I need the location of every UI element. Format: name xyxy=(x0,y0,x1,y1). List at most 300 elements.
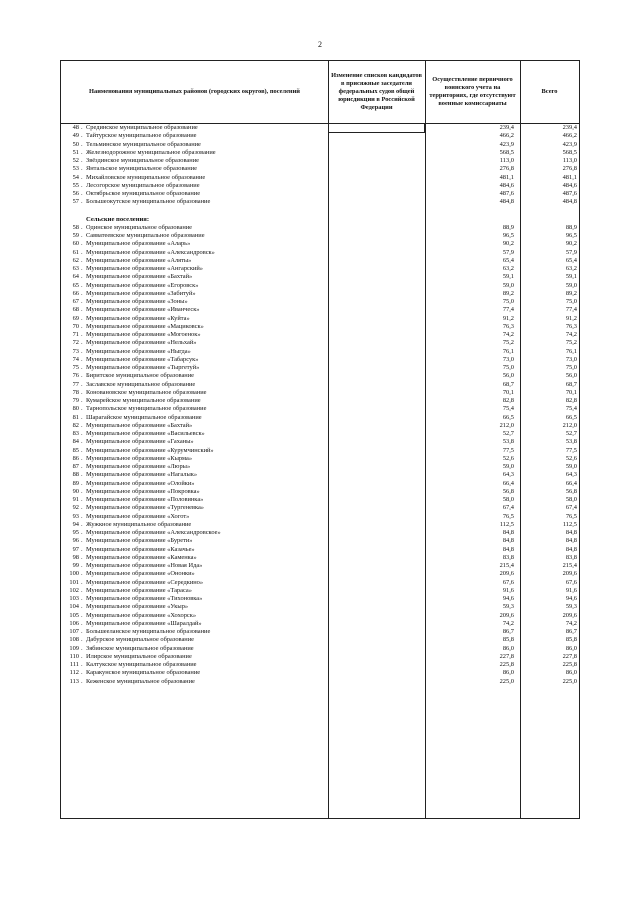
table-row xyxy=(61,546,581,554)
row-military-value: 59,0 xyxy=(502,463,514,470)
row-number: 93 xyxy=(72,512,79,520)
row-total-value: 90,2 xyxy=(565,240,577,248)
row-number: 111 xyxy=(69,661,79,668)
row-dot: . xyxy=(81,198,83,206)
row-name: Муниципальное образование «Гаханы» xyxy=(86,438,194,446)
row-dot: . xyxy=(81,157,83,164)
row-dot: . xyxy=(81,421,83,429)
row-number: 109 xyxy=(69,644,79,652)
row-number: 83 xyxy=(72,430,79,437)
row-total-value: 96,5 xyxy=(565,232,577,239)
row-military-value: 487,6 xyxy=(499,190,514,197)
row-military-value: 53,8 xyxy=(502,438,514,446)
row-name: Муниципальное образование «Могоенок» xyxy=(86,331,201,338)
row-name: Зябинское муниципальное образование xyxy=(86,644,194,652)
row-number: 110 xyxy=(69,652,79,660)
table-row xyxy=(61,521,581,529)
row-total-value: 209,6 xyxy=(562,611,577,619)
row-name: Михайловское муниципальное образование xyxy=(86,173,206,181)
row-dot: . xyxy=(81,652,83,660)
row-military-value: 84,8 xyxy=(502,529,514,536)
row-military-value: 94,6 xyxy=(502,595,514,602)
row-total-value: 225,0 xyxy=(562,677,577,685)
table-row xyxy=(61,348,581,356)
row-name: Муниципальное образование «Покровка» xyxy=(86,487,200,495)
row-number: 60 xyxy=(72,240,79,248)
row-name: Муниципальное образование «Тургеневка» xyxy=(86,504,205,512)
row-total-value: 77,5 xyxy=(565,446,577,454)
table-row xyxy=(61,513,581,521)
row-military-value: 75,0 xyxy=(502,364,514,371)
row-military-value: 239,4 xyxy=(499,124,514,131)
row-dot: . xyxy=(81,132,83,140)
row-dot: . xyxy=(81,281,83,289)
table-row xyxy=(61,182,581,190)
row-dot: . xyxy=(81,190,83,197)
row-number: 57 xyxy=(72,198,79,206)
row-number: 73 xyxy=(72,347,79,355)
row-dot: . xyxy=(81,339,83,347)
table-row xyxy=(61,265,581,273)
table-row xyxy=(61,669,581,677)
row-number: 51 xyxy=(72,148,79,156)
row-total-value: 85,8 xyxy=(565,636,577,644)
row-number: 90 xyxy=(72,487,79,495)
row-military-value: 423,9 xyxy=(499,140,514,148)
row-total-value: 112,5 xyxy=(562,520,577,528)
row-number: 104 xyxy=(69,603,79,611)
table-row xyxy=(61,430,581,438)
row-military-value: 77,5 xyxy=(502,446,514,454)
table-row xyxy=(61,661,581,669)
row-number: 58 xyxy=(72,223,79,231)
row-total-value: 84,8 xyxy=(565,529,577,536)
row-dot: . xyxy=(81,644,83,652)
row-number: 97 xyxy=(72,545,79,553)
row-name: Муниципальное образование «Мациковск» xyxy=(86,322,204,330)
row-dot: . xyxy=(81,256,83,264)
table-row xyxy=(61,570,581,578)
row-name: Муниципальное образование «Аларь» xyxy=(86,240,191,248)
row-number: 62 xyxy=(72,256,79,264)
row-military-value: 75,0 xyxy=(502,298,514,305)
row-number: 107 xyxy=(69,628,79,635)
row-number: 86 xyxy=(72,454,79,462)
table-row xyxy=(61,339,581,347)
row-military-value: 212,0 xyxy=(499,421,514,429)
row-military-value: 112,5 xyxy=(499,520,514,528)
row-military-value: 68,7 xyxy=(502,380,514,388)
row-number: 85 xyxy=(72,446,79,454)
row-number: 74 xyxy=(72,355,79,363)
row-name: Муниципальное образование «Зоны» xyxy=(86,298,188,305)
row-total-value: 76,5 xyxy=(565,512,577,520)
row-name: Тайтурское муниципальное образование xyxy=(86,132,197,140)
row-total-value: 70,1 xyxy=(565,388,577,396)
table-row xyxy=(61,636,581,644)
row-dot: . xyxy=(81,578,83,586)
row-name: Лесогорское муниципальное образование xyxy=(86,181,200,189)
row-name: Муниципальное образование «Хохорск» xyxy=(86,611,197,619)
row-total-value: 568,5 xyxy=(562,148,577,156)
row-dot: . xyxy=(81,273,83,281)
row-dot: . xyxy=(81,570,83,578)
row-dot: . xyxy=(81,240,83,248)
row-name: Муниципальное образование «Тыргетуй» xyxy=(86,364,200,371)
rural-rows xyxy=(61,224,581,686)
row-military-value: 67,4 xyxy=(502,504,514,512)
row-name: Муниципальное образование «Табарсук» xyxy=(86,355,199,363)
table-row xyxy=(61,414,581,422)
table-row xyxy=(61,141,581,149)
table-row xyxy=(61,562,581,570)
row-name: Илирское муниципальное образование xyxy=(86,652,192,660)
row-dot: . xyxy=(81,446,83,454)
row-number: 48 xyxy=(72,124,79,131)
row-military-value: 64,3 xyxy=(502,471,514,479)
row-military-value: 83,8 xyxy=(502,553,514,561)
row-military-value: 90,2 xyxy=(502,240,514,248)
row-number: 72 xyxy=(72,339,79,347)
row-name: Муниципальное образование «Ононки» xyxy=(86,570,195,578)
table-row xyxy=(61,282,581,290)
row-total-value: 59,0 xyxy=(565,463,577,470)
row-total-value: 225,8 xyxy=(562,661,577,668)
row-military-value: 209,6 xyxy=(499,570,514,578)
row-name: Одинское муниципальное образование xyxy=(86,223,193,231)
row-name: Муниципальное образование «Каменка» xyxy=(86,553,197,561)
row-name: Муниципальное образование «Казачье» xyxy=(86,545,195,553)
table-row xyxy=(61,381,581,389)
row-dot: . xyxy=(81,232,83,239)
row-total-value: 52,7 xyxy=(565,430,577,437)
row-military-value: 96,5 xyxy=(502,232,514,239)
table-row xyxy=(61,537,581,545)
row-number: 106 xyxy=(69,619,79,627)
row-military-value: 66,4 xyxy=(502,479,514,487)
row-number: 88 xyxy=(72,471,79,479)
page-number: 2 xyxy=(318,40,322,49)
row-total-value: 59,0 xyxy=(565,281,577,289)
row-dot: . xyxy=(81,314,83,322)
section-title: Сельские поселения: xyxy=(86,215,150,223)
table-row xyxy=(61,438,581,446)
row-total-value: 466,2 xyxy=(562,132,577,140)
row-dot: . xyxy=(81,512,83,520)
row-military-value: 52,7 xyxy=(502,430,514,437)
row-name: Муниципальное образование «Укыр» xyxy=(86,603,189,611)
table-row xyxy=(61,157,581,165)
row-name: Савватеевское муниципальное образование xyxy=(86,232,205,239)
row-total-value: 66,5 xyxy=(565,413,577,421)
row-military-value: 77,4 xyxy=(502,306,514,314)
row-number: 50 xyxy=(72,140,79,148)
table-row xyxy=(61,653,581,661)
row-total-value: 481,1 xyxy=(562,173,577,181)
row-name: Большееланское муниципальное образование xyxy=(86,628,211,635)
table-row xyxy=(61,298,581,306)
urban-rows xyxy=(61,124,581,207)
row-number: 67 xyxy=(72,298,79,305)
row-dot: . xyxy=(81,364,83,371)
row-total-value: 487,6 xyxy=(562,190,577,197)
row-dot: . xyxy=(81,454,83,462)
row-total-value: 58,0 xyxy=(565,496,577,503)
row-total-value: 52,6 xyxy=(565,454,577,462)
row-number: 64 xyxy=(72,273,79,281)
row-total-value: 209,6 xyxy=(562,570,577,578)
row-name: Муниципальное образование «Шаралдай» xyxy=(86,619,202,627)
row-military-value: 86,7 xyxy=(502,628,514,635)
row-name: Муниципальное образование «Хогот» xyxy=(86,512,190,520)
row-name: Муниципальное образование «Нельхай» xyxy=(86,339,197,347)
row-number: 61 xyxy=(72,248,79,256)
row-name: Муниципальное образование «Курумчинский» xyxy=(86,446,214,454)
table-row xyxy=(61,232,581,240)
row-dot: . xyxy=(81,388,83,396)
row-total-value: 276,8 xyxy=(562,165,577,173)
table-row xyxy=(61,447,581,455)
row-military-value: 484,8 xyxy=(499,198,514,206)
row-number: 102 xyxy=(69,586,79,594)
row-dot: . xyxy=(81,611,83,619)
row-name: Кеженское муниципальное образование xyxy=(86,677,195,685)
row-number: 70 xyxy=(72,322,79,330)
row-dot: . xyxy=(81,669,83,677)
row-name: Коновановское муниципальное образование xyxy=(86,388,207,396)
row-military-value: 91,2 xyxy=(502,314,514,322)
row-name: Муниципальное образование «Бахтай» xyxy=(86,421,193,429)
row-total-value: 91,6 xyxy=(565,586,577,594)
row-total-value: 59,3 xyxy=(565,603,577,611)
row-dot: . xyxy=(81,306,83,314)
table-row xyxy=(61,240,581,248)
row-total-value: 64,3 xyxy=(565,471,577,479)
row-number: 100 xyxy=(69,570,79,578)
row-number: 82 xyxy=(72,421,79,429)
row-number: 77 xyxy=(72,380,79,388)
row-total-value: 53,8 xyxy=(565,438,577,446)
row-name: Муниципальное образование «Нагалык» xyxy=(86,471,198,479)
header-jurors: Изменение списков кандидатов в присяжные заседатели федеральных судов общей юрисдикции в Российской Федерации xyxy=(331,72,422,111)
table-row xyxy=(61,504,581,512)
row-total-value: 74,2 xyxy=(565,619,577,627)
row-dot: . xyxy=(81,553,83,561)
row-military-value: 84,8 xyxy=(502,545,514,553)
row-total-value: 113,0 xyxy=(562,157,577,164)
table-row xyxy=(61,290,581,298)
table-row xyxy=(61,389,581,397)
row-total-value: 83,8 xyxy=(565,553,577,561)
row-name: Муниципальное образование «Александровское» xyxy=(86,529,221,536)
row-total-value: 75,0 xyxy=(565,298,577,305)
row-number: 89 xyxy=(72,479,79,487)
table-row xyxy=(61,554,581,562)
row-military-value: 59,1 xyxy=(502,273,514,281)
row-military-value: 76,5 xyxy=(502,512,514,520)
row-total-value: 56,0 xyxy=(565,372,577,380)
row-dot: . xyxy=(81,413,83,421)
row-total-value: 73,0 xyxy=(565,355,577,363)
row-dot: . xyxy=(81,347,83,355)
table-row xyxy=(61,174,581,182)
row-dot: . xyxy=(81,405,83,413)
row-name: Муниципальное образование «Бахтай» xyxy=(86,273,193,281)
row-dot: . xyxy=(81,487,83,495)
row-name: Калтукское муниципальное образование xyxy=(86,661,197,668)
row-name: Тельминское муниципальное образование xyxy=(86,140,201,148)
row-military-value: 67,6 xyxy=(502,578,514,586)
row-military-value: 225,0 xyxy=(499,677,514,685)
row-dot: . xyxy=(81,289,83,297)
row-military-value: 89,2 xyxy=(502,289,514,297)
row-dot: . xyxy=(81,322,83,330)
row-number: 103 xyxy=(69,595,79,602)
row-number: 84 xyxy=(72,438,79,446)
row-name: Муниципальное образование «Тараса» xyxy=(86,586,192,594)
budget-table xyxy=(60,60,580,819)
row-military-value: 74,2 xyxy=(502,619,514,627)
row-military-value: 225,8 xyxy=(499,661,514,668)
row-total-value: 57,9 xyxy=(565,248,577,256)
table-row xyxy=(61,356,581,364)
header-military: Осуществление первичного воинского учета на территориях, где отсутствуют военные комиссариаты xyxy=(429,76,516,107)
row-military-value: 215,4 xyxy=(499,562,514,569)
row-total-value: 76,3 xyxy=(565,322,577,330)
row-number: 96 xyxy=(72,537,79,545)
row-dot: . xyxy=(81,265,83,272)
table-row xyxy=(61,579,581,587)
row-military-value: 568,5 xyxy=(499,148,514,156)
row-name: Муниципальное образование «Тихоновка» xyxy=(86,595,203,602)
row-name: Дабурское муниципальное образование xyxy=(86,636,194,644)
row-number: 92 xyxy=(72,504,79,512)
row-number: 113 xyxy=(69,677,79,685)
row-number: 65 xyxy=(72,281,79,289)
row-name: Муниципальное образование «Середкино» xyxy=(86,578,204,586)
row-total-value: 86,7 xyxy=(565,628,577,635)
row-military-value: 209,6 xyxy=(499,611,514,619)
row-total-value: 68,7 xyxy=(565,380,577,388)
row-total-value: 484,8 xyxy=(562,198,577,206)
row-military-value: 66,5 xyxy=(502,413,514,421)
row-total-value: 484,6 xyxy=(562,181,577,189)
row-dot: . xyxy=(81,628,83,635)
row-total-value: 59,1 xyxy=(565,273,577,281)
row-military-value: 84,8 xyxy=(502,537,514,545)
table-row xyxy=(61,198,581,206)
row-total-value: 67,6 xyxy=(565,578,577,586)
table-row xyxy=(61,323,581,331)
row-total-value: 89,2 xyxy=(565,289,577,297)
table-row xyxy=(61,331,581,339)
table-row xyxy=(61,224,581,232)
row-name: Биритское муниципальное образование xyxy=(86,372,194,380)
table-row xyxy=(61,463,581,471)
row-total-value: 215,4 xyxy=(562,562,577,569)
row-military-value: 86,0 xyxy=(502,669,514,677)
row-dot: . xyxy=(81,636,83,644)
row-name: Муниципальное образование «Ангарский» xyxy=(86,265,204,272)
row-number: 81 xyxy=(72,413,79,421)
row-name: Муниципальное образование «Иванческ» xyxy=(86,306,200,314)
row-number: 68 xyxy=(72,306,79,314)
table-body xyxy=(61,124,581,686)
row-total-value: 63,2 xyxy=(565,265,577,272)
row-military-value: 466,2 xyxy=(499,132,514,140)
row-total-value: 212,0 xyxy=(562,421,577,429)
row-dot: . xyxy=(81,677,83,685)
row-number: 66 xyxy=(72,289,79,297)
row-total-value: 75,2 xyxy=(565,339,577,347)
row-number: 79 xyxy=(72,397,79,404)
row-name: Муниципальное образование «Васильевск» xyxy=(86,430,205,437)
table-row xyxy=(61,190,581,198)
table-row xyxy=(61,612,581,620)
row-name: Кумарейское муниципальное образование xyxy=(86,397,201,404)
row-number: 59 xyxy=(72,232,79,239)
row-dot: . xyxy=(81,331,83,338)
table-row xyxy=(61,273,581,281)
row-dot: . xyxy=(81,520,83,528)
row-military-value: 65,4 xyxy=(502,256,514,264)
row-number: 108 xyxy=(69,636,79,644)
row-number: 87 xyxy=(72,463,79,470)
row-dot: . xyxy=(81,173,83,181)
row-name: Янтальское муниципальное образование xyxy=(86,165,197,173)
row-dot: . xyxy=(81,438,83,446)
row-name: Муниципальное образование «Половинка» xyxy=(86,496,204,503)
row-dot: . xyxy=(81,595,83,602)
row-military-value: 59,3 xyxy=(502,603,514,611)
table-row xyxy=(61,603,581,611)
table-row xyxy=(61,364,581,372)
row-name: Муниципальное образование «Бурети» xyxy=(86,537,193,545)
row-number: 54 xyxy=(72,173,79,181)
row-military-value: 63,2 xyxy=(502,265,514,272)
row-dot: . xyxy=(81,537,83,545)
row-name: Муниципальное образование «Забитуй» xyxy=(86,289,196,297)
row-dot: . xyxy=(81,619,83,627)
row-military-value: 75,4 xyxy=(502,405,514,413)
row-name: Железнодорожное муниципальное образование xyxy=(86,148,216,156)
row-dot: . xyxy=(81,545,83,553)
row-name: Муниципальное образование «Люры» xyxy=(86,463,191,470)
row-name: Звёздинское муниципальное образование xyxy=(86,157,199,164)
row-name: Муниципальное образование «Александровск» xyxy=(86,248,215,256)
table-row xyxy=(61,124,581,132)
table-row xyxy=(61,397,581,405)
row-dot: . xyxy=(81,298,83,305)
row-name: Заславское муниципальное образование xyxy=(86,380,196,388)
row-dot: . xyxy=(81,529,83,536)
row-number: 75 xyxy=(72,364,79,371)
table-row xyxy=(61,306,581,314)
row-total-value: 67,4 xyxy=(565,504,577,512)
table-row xyxy=(61,595,581,603)
row-military-value: 481,1 xyxy=(499,173,514,181)
row-military-value: 86,0 xyxy=(502,644,514,652)
row-dot: . xyxy=(81,148,83,156)
row-total-value: 82,8 xyxy=(565,397,577,404)
row-name: Муниципальное образование «Ныгда» xyxy=(86,347,191,355)
row-military-value: 227,8 xyxy=(499,652,514,660)
row-total-value: 75,0 xyxy=(565,364,577,371)
row-total-value: 86,0 xyxy=(565,644,577,652)
row-number: 71 xyxy=(72,331,79,338)
row-number: 53 xyxy=(72,165,79,173)
row-military-value: 91,6 xyxy=(502,586,514,594)
